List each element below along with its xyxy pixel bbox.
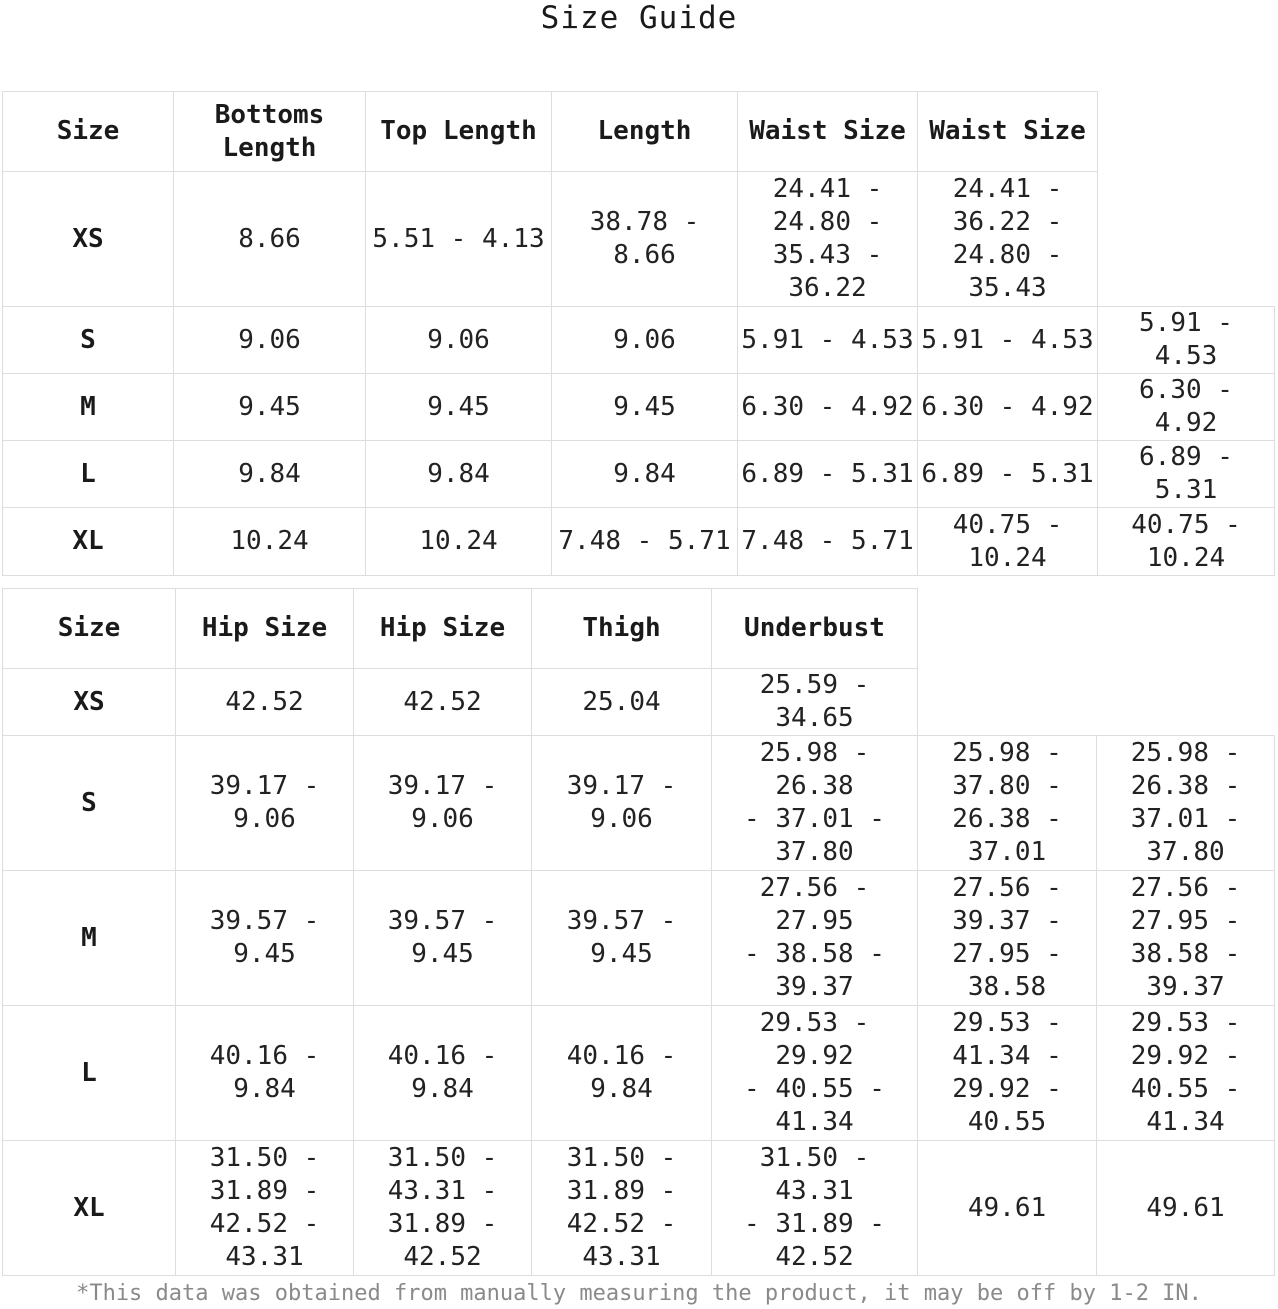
size-table-2 (2, 588, 1275, 1276)
table-cell: 31.50 - 43.31 - 31.89 - 42.52 (712, 1141, 918, 1276)
table-cell: 5.91 - 4.53 (1098, 307, 1275, 374)
table-cell: 9.84 (552, 441, 738, 508)
table-cell: 39.17 - 9.06 (176, 736, 354, 871)
table-cell: 40.75 - 10.24 (918, 508, 1098, 576)
header-cell: Hip Size (176, 589, 354, 669)
table-cell: 25.04 (532, 669, 712, 736)
table-header-row (3, 589, 1275, 669)
table-cell: 29.53 - 29.92 - 40.55 - 41.34 (1097, 1006, 1275, 1141)
table-cell: 25.98 - 26.38 - 37.01 - 37.80 (712, 736, 918, 871)
table-cell: 10.24 (366, 508, 552, 576)
table-cell: 29.53 - 29.92 - 40.55 - 41.34 (712, 1006, 918, 1141)
table-cell: 9.06 (552, 307, 738, 374)
empty-cell (918, 589, 1097, 669)
table-cell: 9.45 (552, 374, 738, 441)
table-row (3, 508, 1275, 576)
table-cell: 40.16 - 9.84 (532, 1006, 712, 1141)
table-cell: 42.52 (354, 669, 532, 736)
size-cell: XS (3, 172, 174, 307)
table-cell: 39.57 - 9.45 (354, 871, 532, 1006)
table-cell: 42.52 (176, 669, 354, 736)
table-row (3, 374, 1275, 441)
header-cell: Waist Size (738, 92, 918, 172)
table-cell: 39.17 - 9.06 (532, 736, 712, 871)
size-cell: XL (3, 1141, 176, 1276)
table-row (3, 307, 1275, 374)
table-cell: 6.89 - 5.31 (918, 441, 1098, 508)
table-cell: 25.59 - 34.65 (712, 669, 918, 736)
table-cell: 24.41 - 36.22 - 24.80 - 35.43 (918, 172, 1098, 307)
header-cell: Underbust (712, 589, 918, 669)
empty-cell (1098, 92, 1275, 172)
table-cell: 31.50 - 31.89 - 42.52 - 43.31 (532, 1141, 712, 1276)
size-cell: M (3, 871, 176, 1006)
empty-cell (1098, 172, 1275, 307)
size-cell: S (3, 736, 176, 871)
table-row (3, 1006, 1275, 1141)
table-cell: 27.56 - 39.37 - 27.95 - 38.58 (918, 871, 1097, 1006)
size-table-1 (2, 91, 1275, 576)
table-cell: 25.98 - 26.38 - 37.01 - 37.80 (1097, 736, 1275, 871)
table-cell: 49.61 (1097, 1141, 1275, 1276)
table-cell: 8.66 (174, 172, 366, 307)
table-cell: 31.50 - 31.89 - 42.52 - 43.31 (176, 1141, 354, 1276)
table-cell: 9.84 (174, 441, 366, 508)
table-cell: 9.06 (174, 307, 366, 374)
table-cell: 5.51 - 4.13 (366, 172, 552, 307)
table-cell: 39.57 - 9.45 (532, 871, 712, 1006)
header-cell: Size (3, 92, 174, 172)
table-cell: 7.48 - 5.71 (552, 508, 738, 576)
table-cell: 39.57 - 9.45 (176, 871, 354, 1006)
table-cell: 9.06 (366, 307, 552, 374)
size-cell: XS (3, 669, 176, 736)
table-cell: 6.30 - 4.92 (1098, 374, 1275, 441)
size-cell: XL (3, 508, 174, 576)
table-cell: 40.75 - 10.24 (1098, 508, 1275, 576)
table-cell: 9.45 (174, 374, 366, 441)
empty-cell (918, 669, 1097, 736)
table-cell: 6.89 - 5.31 (738, 441, 918, 508)
table-cell: 27.56 - 27.95 - 38.58 - 39.37 (1097, 871, 1275, 1006)
table-cell: 29.53 - 41.34 - 29.92 - 40.55 (918, 1006, 1097, 1141)
table-row (3, 736, 1275, 871)
header-cell: Waist Size (918, 92, 1098, 172)
table-cell: 49.61 (918, 1141, 1097, 1276)
table-cell: 6.30 - 4.92 (918, 374, 1098, 441)
table-row (3, 669, 1275, 736)
header-cell: Bottoms Length (174, 92, 366, 172)
header-cell: Thigh (532, 589, 712, 669)
table-cell: 9.84 (366, 441, 552, 508)
header-cell: Size (3, 589, 176, 669)
measurement-disclaimer: *This data was obtained from manually measuring the product, it may be off by 1-2 IN. (76, 1281, 1202, 1306)
table-row (3, 441, 1275, 508)
page-title: Size Guide (540, 0, 738, 36)
table-cell: 9.45 (366, 374, 552, 441)
size-cell: S (3, 307, 174, 374)
table-row (3, 1141, 1275, 1276)
table-cell: 5.91 - 4.53 (918, 307, 1098, 374)
table-cell: 40.16 - 9.84 (176, 1006, 354, 1141)
table-cell: 10.24 (174, 508, 366, 576)
table-cell: 7.48 - 5.71 (738, 508, 918, 576)
table-row (3, 172, 1275, 307)
size-cell: M (3, 374, 174, 441)
table-cell: 6.30 - 4.92 (738, 374, 918, 441)
table-row (3, 871, 1275, 1006)
table-cell: 6.89 - 5.31 (1098, 441, 1275, 508)
table-cell: 25.98 - 37.80 - 26.38 - 37.01 (918, 736, 1097, 871)
header-cell: Top Length (366, 92, 552, 172)
table-cell: 24.41 - 24.80 - 35.43 - 36.22 (738, 172, 918, 307)
table-header-row (3, 92, 1275, 172)
header-cell: Length (552, 92, 738, 172)
table-cell: 27.56 - 27.95 - 38.58 - 39.37 (712, 871, 918, 1006)
table-cell: 39.17 - 9.06 (354, 736, 532, 871)
table-cell: 40.16 - 9.84 (354, 1006, 532, 1141)
size-cell: L (3, 1006, 176, 1141)
table-cell: 5.91 - 4.53 (738, 307, 918, 374)
size-cell: L (3, 441, 174, 508)
empty-cell (1097, 669, 1275, 736)
table-cell: 31.50 - 43.31 - 31.89 - 42.52 (354, 1141, 532, 1276)
empty-cell (1097, 589, 1275, 669)
header-cell: Hip Size (354, 589, 532, 669)
table-cell: 38.78 - 8.66 (552, 172, 738, 307)
